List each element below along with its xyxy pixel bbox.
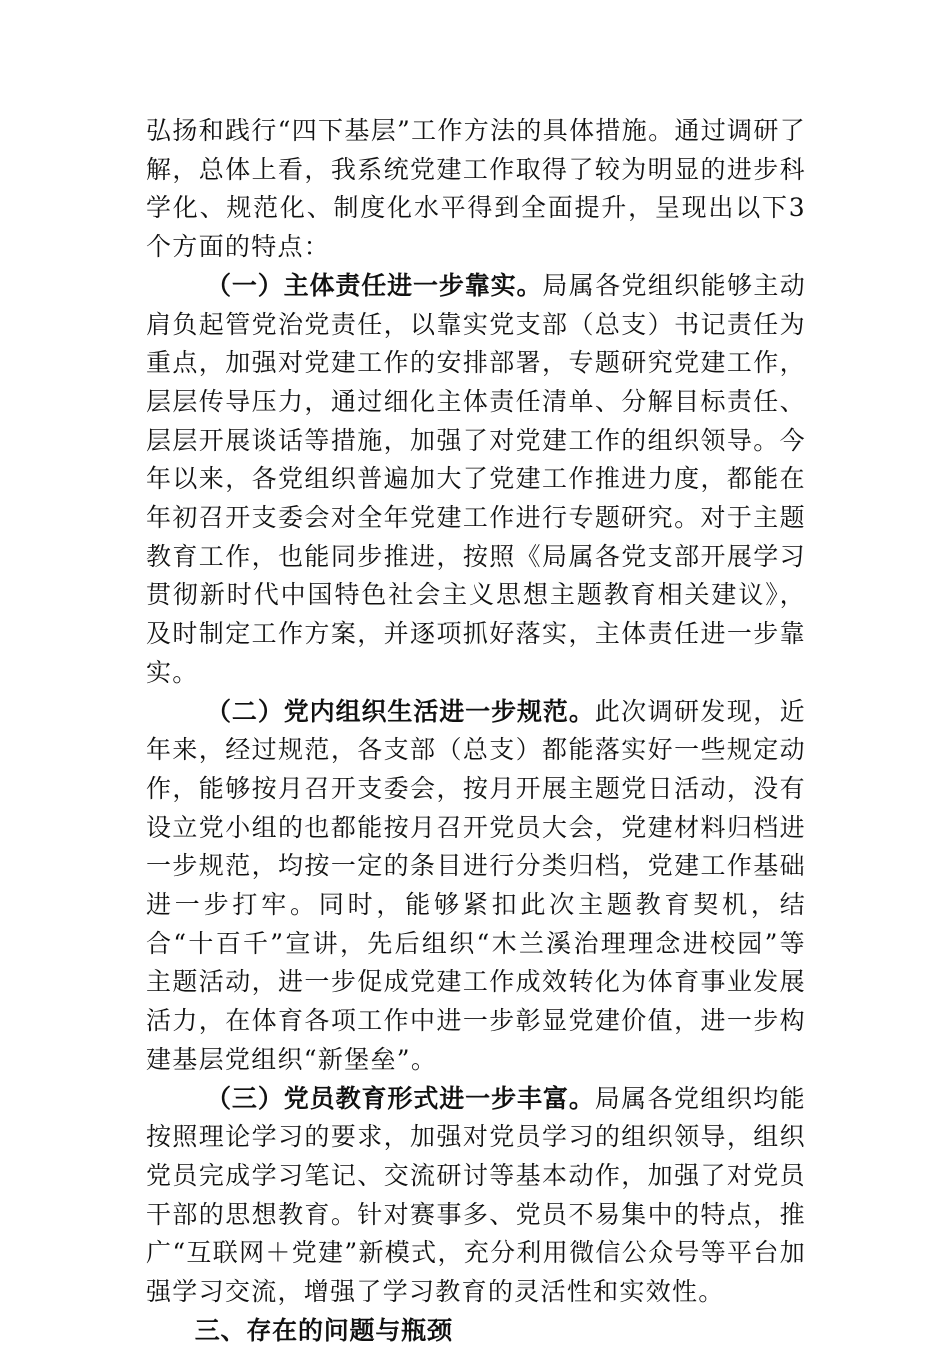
paragraph-member-education-heading: （三）党员教育形式进一步丰富。 <box>206 1083 595 1113</box>
paragraph-intro <box>146 112 806 267</box>
paragraph-intro-text: 弘扬和践行“四下基层”工作方法的具体措施。通过调研了解，总体上看，我系统党建工作取得了较为明显的进步科学化、规范化、制度化水平得到全面提升，呈现出以下3个方面的特点： <box>146 116 806 262</box>
paragraph-responsibility-text: 局属各党组织能够主动肩负起管党治党责任，以靠实党支部（总支）书记责任为重点，加强对党建工作的安排部署，专题研究党建工作，层层传导压力，通过细化主体责任清单、分解目标责任、层层开展谈话等措施，加强了对党建工作的组织领导。今年以来，各党组织普遍加大了党建工作推进力度，都能在年初召开支委会对全年党建工作进行专题研究。对于主题教育工作，也能同步推进，按照《局属各党支部开展学习贯彻新时代中国特色社会主义思想主题教育相关建议》，及时制定工作方案，并逐项抓好落实，主体责任进一步靠实。 <box>146 270 806 687</box>
paragraph-organization-life-text: 此次调研发现，近年来，经过规范，各支部（总支）都能落实好一些规定动作，能够按月召开支委会，按月开展主题党日活动，没有设立党小组的也都能按月召开党员大会，党建材料归档进一步规范，均按一定的条目进行分类归档，党建工作基础进一步打牢。同时，能够紧扣此次主题教育契机，结合“十百千”宣讲，先后组织“木兰溪治理理念进校园”等主题活动，进一步促成党建工作成效转化为体育事业发展活力，在体育各项工作中进一步彰显党建价值，进一步构建基层党组织“新堡垒”。 <box>146 696 806 1074</box>
section-heading-problems: 三、存在的问题与瓶颈 <box>194 1315 453 1345</box>
paragraph-organization-life <box>146 693 806 1080</box>
paragraph-responsibility-heading: （一）主体责任进一步靠实。 <box>206 270 543 300</box>
paragraph-organization-life-heading: （二）党内组织生活进一步规范。 <box>206 696 595 726</box>
paragraph-member-education-text: 局属各党组织均能按照理论学习的要求，加强对党员学习的组织领导，组织党员完成学习笔记、交流研讨等基本动作，加强了对党员干部的思想教育。针对赛事多、党员不易集中的特点，推广“互联网＋党建”新模式，充分利用微信公众号等平台加强学习交流，增强了学习教育的灵活性和实效性。 <box>146 1083 806 1307</box>
paragraph-responsibility <box>146 267 806 693</box>
paragraph-member-education <box>146 1080 806 1312</box>
document-body <box>146 112 806 1351</box>
